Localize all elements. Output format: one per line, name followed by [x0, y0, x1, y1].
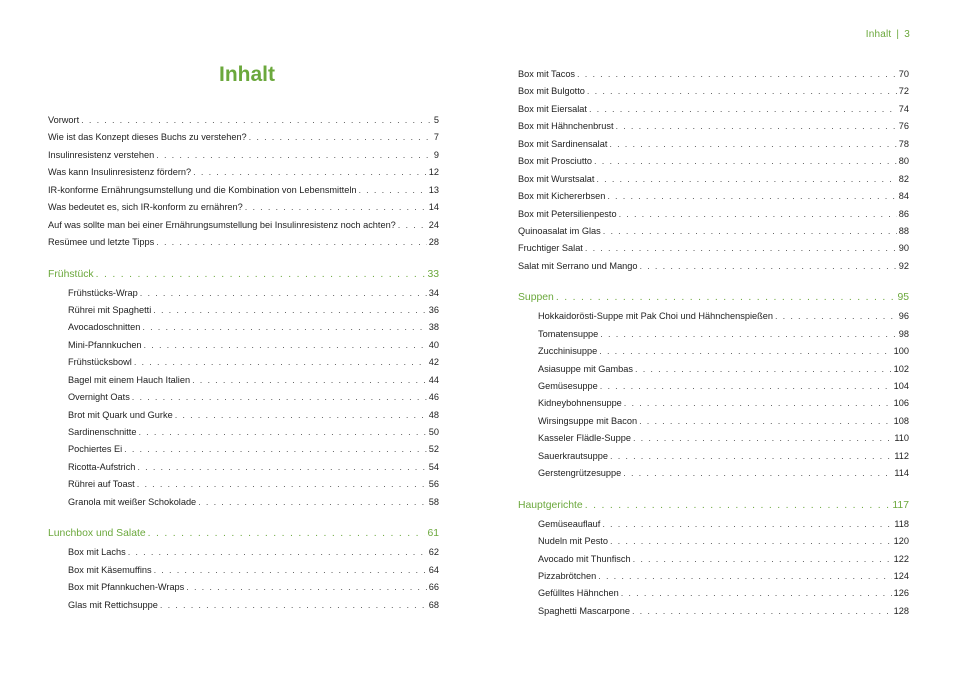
toc-entry-label: Sauerkrautsuppe [538, 450, 608, 461]
toc-section-page: 33 [427, 268, 439, 280]
toc-entry-page: 108 [893, 415, 909, 426]
toc-entry-label: Frühstücks-Wrap [68, 287, 138, 298]
toc-entry-page: 120 [893, 536, 909, 547]
toc-entry [518, 188, 909, 205]
toc-entry-label: Hokkaidorösti-Suppe mit Pak Choi und Hähnchenspießen [538, 311, 773, 322]
toc-entry [48, 389, 439, 406]
leader-dots [140, 285, 427, 302]
toc-section-title: Hauptgerichte [518, 499, 583, 511]
toc-entry-label: Box mit Käsemuffins [68, 564, 152, 575]
toc-entry-label: Pochiertes Ei [68, 444, 123, 455]
toc-entry-label: Avocado mit Thunfisch [538, 553, 631, 564]
toc-entry [518, 568, 909, 585]
toc-entry-page: 5 [433, 115, 439, 125]
toc-section-heading [518, 288, 909, 308]
toc-entry [518, 136, 909, 153]
toc-entry-label: Insulinresistenz verstehen [48, 149, 155, 160]
toc-entry-label: Nudeln mit Pesto [538, 536, 608, 547]
toc-entry-label: Pizzabrötchen [538, 570, 597, 581]
toc-entry-label: Gemüseauflauf [538, 518, 601, 529]
toc-entry-page: 76 [898, 121, 909, 132]
toc-section-title: Frühstück [48, 268, 94, 280]
toc-entry-page: 9 [433, 149, 439, 160]
toc-entry-label: Was bedeutet es, sich IR-konform zu ernähren? [48, 202, 243, 213]
toc-entry-page: 12 [428, 167, 439, 178]
leader-dots [610, 448, 892, 465]
leader-dots [623, 465, 892, 482]
toc-entry-label: Zucchinisuppe [538, 346, 598, 357]
toc-entry [48, 182, 439, 199]
leader-dots [589, 101, 897, 118]
section-gap [48, 511, 439, 524]
toc-section-title: Lunchbox und Salate [48, 528, 146, 540]
toc-entry-label: Ricotta-Aufstrich [68, 461, 136, 472]
toc-entry-page: 106 [893, 398, 909, 409]
toc-entry-label: Gefülltes Hähnchen [538, 588, 619, 599]
toc-entry-label: Box mit Prosciutto [518, 156, 593, 167]
toc-entry-page: 24 [428, 219, 439, 230]
toc-entry-label: Vorwort [48, 115, 80, 125]
leader-dots [249, 129, 432, 146]
toc-entry [48, 459, 439, 476]
toc-section-page: 117 [892, 499, 909, 511]
toc-entry-label: Fruchtiger Salat [518, 243, 583, 254]
leader-dots [132, 389, 427, 406]
leader-dots [144, 337, 427, 354]
section-gap [518, 275, 909, 288]
toc-entry [518, 516, 909, 533]
toc-entry-page: 80 [898, 156, 909, 167]
toc-entry-page: 13 [428, 184, 439, 195]
toc-entry [48, 544, 439, 561]
toc-entry-page: 42 [428, 357, 439, 368]
toc-entry [518, 585, 909, 602]
leader-dots [160, 597, 427, 614]
toc-entry-page: 56 [428, 479, 439, 490]
toc-entry-page: 52 [428, 444, 439, 455]
leader-dots [587, 83, 897, 100]
running-header-separator: | [896, 29, 900, 40]
toc-section-heading [518, 496, 909, 516]
leader-dots [142, 319, 426, 336]
toc-entry-page: 70 [898, 69, 909, 79]
toc-entry [518, 551, 909, 568]
leader-dots [585, 240, 897, 257]
toc-entry-page: 44 [428, 374, 439, 385]
toc-entry-page: 112 [894, 450, 909, 461]
toc-entry [48, 476, 439, 493]
running-header-page: 3 [904, 29, 910, 40]
toc-entry [518, 240, 909, 257]
toc-entry-page: 104 [893, 381, 909, 391]
leader-dots [156, 234, 427, 251]
toc-entry-page: 50 [428, 427, 439, 437]
section-gap [48, 252, 439, 265]
toc-entry-label: Sardinenschnitte [68, 427, 137, 437]
toc-entry-page: 98 [898, 328, 909, 339]
toc-entry [48, 112, 439, 129]
toc-entry-label: Kasseler Flädle-Suppe [538, 433, 631, 444]
leader-dots [598, 568, 891, 585]
leader-dots [621, 585, 892, 602]
toc-entry-label: Box mit Eiersalat [518, 103, 587, 114]
toc-entry-page: 88 [898, 225, 909, 236]
leader-dots [616, 118, 897, 135]
toc-entry-label: Box mit Kichererbsen [518, 191, 606, 202]
leader-dots [603, 223, 897, 240]
toc-entry [518, 430, 909, 447]
toc-entry-label: Mini-Pfannkuchen [68, 339, 142, 350]
leader-dots [602, 516, 892, 533]
leader-dots [639, 413, 892, 430]
leader-dots [600, 326, 896, 343]
toc-section-suppen [518, 288, 909, 482]
toc-entry-page: 114 [894, 468, 909, 479]
toc-entry-page: 92 [898, 260, 909, 271]
toc-section-fruehstueck [48, 265, 439, 512]
toc-entry-page: 54 [428, 461, 439, 472]
toc-entry [518, 66, 909, 83]
leader-dots [138, 424, 426, 441]
toc-entry-label: Tomatensuppe [538, 328, 599, 339]
toc-entry-label: Glas mit Rettichsuppe [68, 599, 158, 610]
toc-entry [518, 171, 909, 188]
leader-dots [81, 112, 432, 129]
toc-entry-label: Box mit Hähnchenbrust [518, 121, 614, 132]
toc-entry [518, 378, 909, 395]
toc-entry-page: 82 [898, 173, 909, 184]
leader-dots [610, 533, 892, 550]
leader-dots [96, 265, 426, 285]
toc-entry-label: Quinoasalat im Glas [518, 225, 601, 236]
toc-entry [48, 302, 439, 319]
toc-entry-label: Resümee und letzte Tipps [48, 237, 155, 248]
leader-dots [134, 354, 427, 371]
toc-entry-label: Overnight Oats [68, 392, 130, 403]
toc-entry-page: 36 [428, 304, 439, 315]
section-gap [518, 483, 909, 496]
toc-entry [518, 308, 909, 325]
leader-dots [156, 147, 432, 164]
toc-entry [48, 164, 439, 181]
toc-entry-page: 72 [898, 86, 909, 97]
leader-dots [607, 188, 896, 205]
toc-left-column [48, 112, 439, 614]
toc-entry [518, 153, 909, 170]
toc-entry [518, 83, 909, 100]
toc-entry-label: Frühstücksbowl [68, 357, 132, 368]
toc-section-hauptgerichte [518, 496, 909, 621]
toc-entry-page: 46 [428, 392, 439, 403]
toc-entry-page: 100 [893, 346, 909, 357]
toc-entry-page: 48 [428, 409, 439, 420]
leader-dots [596, 171, 896, 188]
toc-entry-label: Rührei auf Toast [68, 479, 135, 490]
toc-entry [48, 319, 439, 336]
toc-entry-label: Box mit Lachs [68, 547, 126, 558]
toc-entry-label: Box mit Petersilienpesto [518, 208, 617, 219]
toc-section-heading [48, 524, 439, 544]
toc-entry-label: Box mit Pfannkuchen-Wraps [68, 582, 185, 593]
toc-entry [48, 424, 439, 441]
toc-entry-page: 78 [898, 138, 909, 149]
toc-entry [48, 562, 439, 579]
leader-dots [632, 603, 892, 620]
toc-entry-label: Salat mit Serrano und Mango [518, 260, 638, 271]
toc-entry-page: 62 [428, 547, 439, 558]
toc-entry-page: 68 [428, 599, 439, 610]
toc-entry [518, 361, 909, 378]
toc-entry-page: 58 [428, 496, 439, 507]
toc-entry [48, 579, 439, 596]
toc-entry-label: Avocadoschnitten [68, 322, 141, 333]
toc-entry [48, 354, 439, 371]
toc-entry-label: Was kann Insulinresistenz fördern? [48, 167, 192, 178]
leader-dots [556, 288, 896, 308]
toc-entry [48, 234, 439, 251]
toc-entry-page: 28 [428, 237, 439, 248]
toc-entry [48, 494, 439, 511]
toc-entry-label: Kidneybohnensuppe [538, 398, 622, 409]
leader-dots [619, 206, 897, 223]
toc-entry-label: Gerstengrützesuppe [538, 468, 622, 479]
toc-entry-label: Asiasuppe mit Gambas [538, 363, 633, 374]
leader-dots [193, 164, 427, 181]
leader-dots [775, 308, 897, 325]
toc-entry-label: Auf was sollte man bei einer Ernährungsumstellung bei Insulinresistenz noch achten? [48, 219, 396, 230]
leader-dots [245, 199, 427, 216]
toc-entry-page: 34 [428, 287, 439, 298]
toc-entry-label: Rührei mit Spaghetti [68, 304, 152, 315]
toc-entry [48, 407, 439, 424]
leader-dots [624, 395, 892, 412]
toc-entry-page: 66 [428, 582, 439, 593]
toc-entry [518, 395, 909, 412]
toc-lunchbox-continued [518, 66, 909, 275]
toc-entry [518, 223, 909, 240]
toc-entry [518, 101, 909, 118]
toc-entry [48, 372, 439, 389]
toc-entry-label: Gemüsesuppe [538, 381, 598, 391]
running-header [866, 29, 910, 40]
toc-entry [48, 597, 439, 614]
toc-entry-page: 122 [893, 553, 909, 564]
leader-dots [599, 343, 891, 360]
toc-entry-page: 40 [428, 339, 439, 350]
toc-entry [48, 337, 439, 354]
toc-entry-label: Wie ist das Konzept dieses Buchs zu verstehen? [48, 132, 247, 143]
toc-entry-label: IR-konforme Ernährungsumstellung und die Kombination von Lebensmitteln [48, 184, 357, 195]
toc-section-page: 95 [897, 292, 909, 304]
leader-dots [594, 153, 897, 170]
toc-entry-page: 64 [428, 564, 439, 575]
leader-dots [635, 361, 892, 378]
toc-entry [48, 147, 439, 164]
toc-entry-label: Spaghetti Mascarpone [538, 605, 630, 616]
toc-entry [48, 199, 439, 216]
leader-dots [600, 378, 892, 395]
toc-entry-page: 96 [898, 311, 909, 322]
toc-right-column [518, 66, 909, 620]
toc-entry-label: Brot mit Quark und Gurke [68, 409, 173, 420]
toc-entry-page: 110 [894, 433, 909, 444]
toc-entry-label: Box mit Sardinensalat [518, 138, 608, 149]
leader-dots [198, 494, 427, 511]
toc-entry [48, 217, 439, 234]
leader-dots [640, 258, 897, 275]
toc-entry [518, 448, 909, 465]
toc-entry-page: 126 [893, 588, 909, 599]
leader-dots [137, 476, 427, 493]
leader-dots [186, 579, 427, 596]
leader-dots [153, 302, 427, 319]
leader-dots [175, 407, 427, 424]
toc-entry-label: Box mit Wurstsalat [518, 173, 595, 184]
toc-section-title: Suppen [518, 292, 554, 304]
toc-section-page: 61 [427, 528, 439, 540]
leader-dots [633, 430, 892, 447]
leader-dots [609, 136, 896, 153]
leader-dots [128, 544, 427, 561]
toc-entry [518, 603, 909, 620]
page-title: Inhalt [219, 63, 275, 86]
toc-intro-group [48, 112, 439, 252]
toc-section-heading [48, 265, 439, 285]
toc-entry [518, 118, 909, 135]
toc-entry [518, 413, 909, 430]
leader-dots [124, 441, 427, 458]
toc-entry [518, 343, 909, 360]
toc-entry [48, 285, 439, 302]
toc-entry-page: 90 [898, 243, 909, 254]
toc-entry-page: 74 [898, 103, 909, 114]
leader-dots [192, 372, 427, 389]
toc-entry-label: Wirsingsuppe mit Bacon [538, 415, 638, 426]
leader-dots [137, 459, 426, 476]
toc-entry-page: 7 [433, 132, 439, 143]
toc-entry-page: 84 [898, 191, 909, 202]
toc-entry [518, 326, 909, 343]
leader-dots [585, 496, 891, 516]
toc-entry [48, 441, 439, 458]
toc-entry [518, 258, 909, 275]
toc-entry-label: Box mit Tacos [518, 69, 576, 79]
toc-entry-label: Box mit Bulgotto [518, 86, 585, 97]
leader-dots [358, 182, 426, 199]
toc-entry-page: 14 [428, 202, 439, 213]
toc-entry [518, 465, 909, 482]
toc-entry [518, 206, 909, 223]
leader-dots [154, 562, 427, 579]
running-header-label: Inhalt [865, 29, 892, 40]
toc-entry-page: 86 [898, 208, 909, 219]
toc-entry-page: 102 [893, 363, 909, 374]
toc-entry-label: Bagel mit einem Hauch Italien [68, 374, 191, 385]
toc-entry-label: Granola mit weißer Schokolade [68, 496, 197, 507]
toc-entry [48, 129, 439, 146]
toc-entry-page: 124 [893, 570, 909, 581]
toc-entry-page: 128 [893, 605, 909, 616]
leader-dots [148, 524, 426, 544]
toc-entry [518, 533, 909, 550]
toc-section-lunchbox [48, 524, 439, 614]
toc-entry-page: 38 [428, 322, 439, 333]
leader-dots [577, 66, 897, 83]
leader-dots [633, 551, 892, 568]
leader-dots [398, 217, 427, 234]
toc-entry-page: 118 [894, 518, 909, 529]
